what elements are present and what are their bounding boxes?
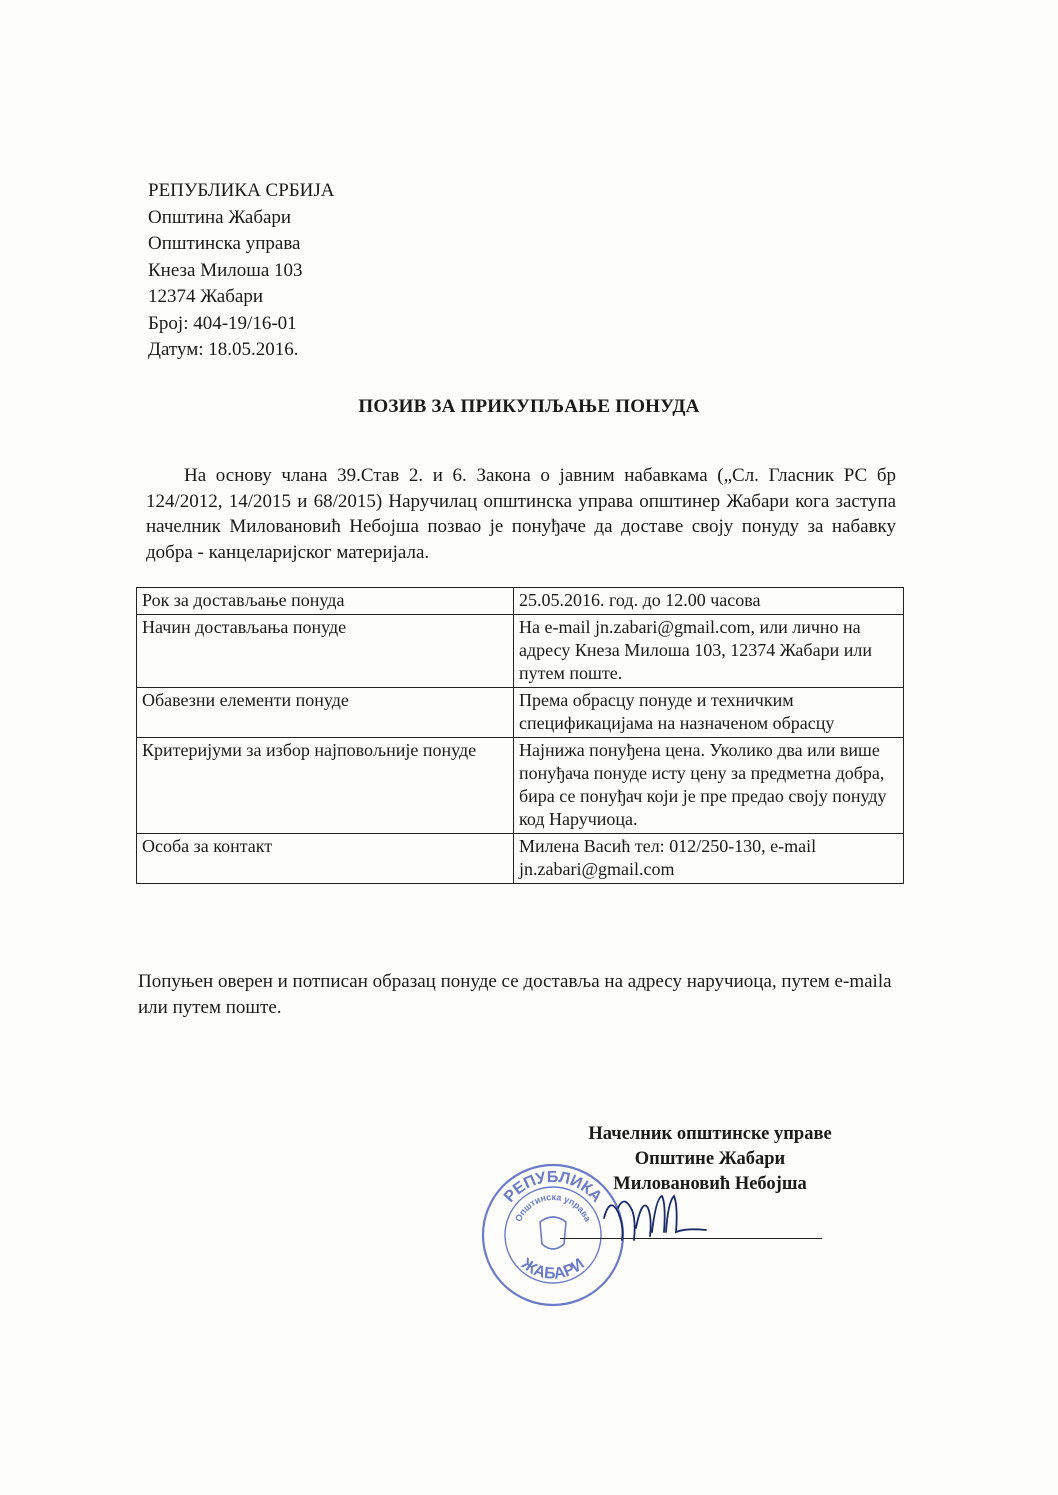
- table-row-value: На e-mail jn.zabari@gmail.com, или лично на адресу Кнеза Милоша 103, 12374 Жабари или путем поште.: [514, 615, 904, 688]
- info-table: [136, 587, 904, 884]
- header-line-number: Број: 404-19/16-01: [148, 312, 297, 334]
- table-row-value: Према обрасцу понуде и техничким спецификацијама на назначеном обрасцу: [514, 688, 904, 738]
- header-line-date: Датум: 18.05.2016.: [148, 339, 299, 360]
- table-row-label: Обавезни елементи понуде: [137, 688, 514, 738]
- table-row-label: Начин достављања понуде: [137, 615, 514, 688]
- table-row-value: 25.05.2016. год. до 12.00 часова: [514, 588, 904, 615]
- intro-paragraph: На основу члана 39.Став 2. и 6. Закона о јавним набавкама („Сл. Гласник РС бр 124/2012, 14/2015 и 68/2015) Наручилац општинска управа општинер Жабари кога заступа начелник Миловановић Небојша позвао је понуђаче да доставе своју понуду за набавку добра - канцеларијског материјала.: [146, 465, 896, 563]
- table-row: [137, 834, 904, 884]
- signature-title: Начелник општинске управе: [588, 1124, 832, 1144]
- table-row: [137, 688, 904, 738]
- table-row-value: Милена Васић тел: 012/250-130, e-mail jn.zabari@gmail.com: [514, 834, 904, 884]
- stamp-inner-text: Општинска управа: [513, 1191, 593, 1224]
- header-line-municipality: Општина Жабари: [148, 206, 292, 228]
- document-title: ПОЗИВ ЗА ПРИКУПЉАЊЕ ПОНУДА: [358, 396, 700, 417]
- table-row: [137, 588, 904, 615]
- table-row-label: Критеријуми за избор најповољније понуде: [137, 738, 514, 834]
- signature-name: Миловановић Небојша: [613, 1174, 807, 1194]
- sender-header: [148, 178, 335, 364]
- table-row: [137, 615, 904, 688]
- signature-municipality: Општине Жабари: [634, 1149, 786, 1169]
- stamp-bottom-text: ЖАБАРИ: [518, 1255, 588, 1283]
- handwritten-signature: [596, 1188, 756, 1248]
- signature-block: [540, 1122, 880, 1197]
- header-line-city: 12374 Жабари: [148, 286, 264, 307]
- table-row-label: Рок за достављање понуда: [137, 588, 514, 615]
- table-row: [137, 738, 904, 834]
- stamp-top-text: РЕПУБЛИКА: [500, 1168, 606, 1206]
- table-row-label: Особа за контакт: [137, 834, 514, 884]
- table-row-value: Најнижа понуђена цена. Уколико два или више понуђача понуде исту цену за предметна добра, бира се понуђач који је пре предао своју понуду код Наручиоца.: [514, 738, 904, 834]
- svg-text:ЖАБАРИ: [517, 1255, 587, 1283]
- closing-paragraph: Попуњен оверен и потписан образац понуде се доставља на адресу наручиоца, путем e-maila или путем поште.: [138, 971, 892, 1018]
- header-line-street: Кнеза Милоша 103: [148, 259, 303, 281]
- header-line-country: РЕПУБЛИКА СРБИЈА: [148, 180, 335, 201]
- header-line-administration: Општинска управа: [148, 233, 301, 254]
